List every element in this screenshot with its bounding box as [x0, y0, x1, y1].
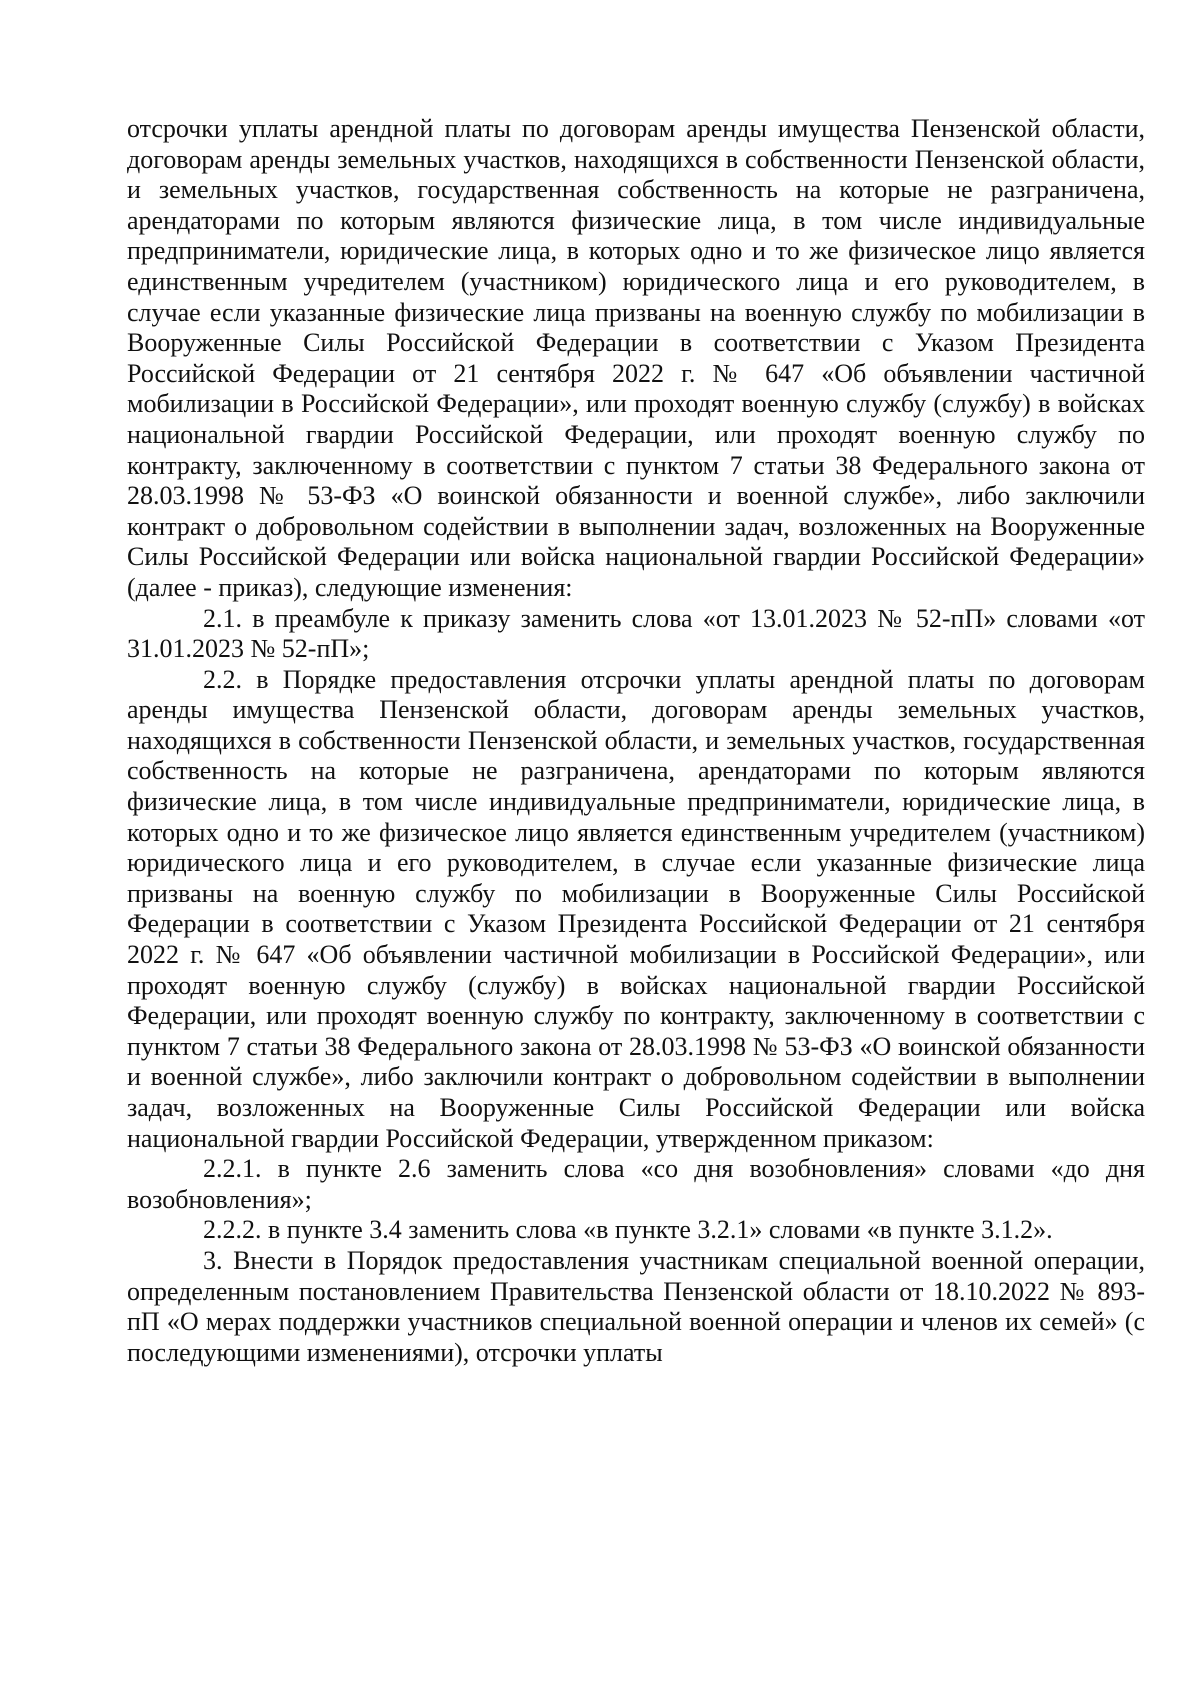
- paragraph-2-2-2: 2.2.2. в пункте 3.4 заменить слова «в пункте 3.2.1» словами «в пункте 3.1.2».: [203, 1215, 1053, 1245]
- paragraph-2-2: 2.2. в Порядке предоставления отсрочки уплаты арендной платы по договорам аренды имущества Пензенской области, договорам аренды земельных участков, находящихся в собственности Пензенской области, и земельных участков, государственная собственность на которые не разграничена, арендаторами по которым являются физические лица, в том числе индивидуальные предприниматели, юридические лица, в которых одно и то же физическое лицо является единственным учредителем (участником) юридического лица и его руководителем, в случае если указанные физические лица призваны на военную службу по мобилизации в Вооруженные Силы Российской Федерации в соответствии с Указом Президента Российской Федерации от 21 сентября 2022 г. № 647 «Об объявлении частичной мобилизации в Российской Федерации», или проходят военную службу (службу) в войсках национальной гвардии Российской Федерации, или проходят военную службу по контракту, заключенному в соответствии с пунктом 7 статьи 38 Федерального закона от 28.03.1998 № 53-ФЗ «О воинской обязанности и военной службе», либо заключили контракт о добровольном содействии в выполнении задач, возложенных на Вооруженные Силы Российской Федерации или войска национальной гвардии Российской Федерации, утвержденном приказом:: [127, 664, 1145, 1153]
- paragraph-2-1: 2.1. в преамбуле к приказу заменить слова «от 13.01.2023 № 52-пП» словами «от 31.01.2023 № 52-пП»;: [127, 603, 1145, 664]
- document-body: [127, 114, 1145, 1368]
- paragraph-continuation: отсрочки уплаты арендной платы по договорам аренды имущества Пензенской области, договорам аренды земельных участков, находящихся в собственности Пензенской области, и земельных участков, государственная собственность на которые не разграничена, арендаторами по которым являются физические лица, в том числе индивидуальные предприниматели, юридические лица, в которых одно и то же физическое лицо является единственным учредителем (участником) юридического лица и его руководителем, в случае если указанные физические лица призваны на военную службу по мобилизации в Вооруженные Силы Российской Федерации в соответствии с Указом Президента Российской Федерации от 21 сентября 2022 г. № 647 «Об объявлении частичной мобилизации в Российской Федерации», или проходят военную службу (службу) в войсках национальной гвардии Российской Федерации, или проходят военную службу по контракту, заключенному в соответствии с пунктом 7 статьи 38 Федерального закона от 28.03.1998 № 53-ФЗ «О воинской обязанности и военной службе», либо заключили контракт о добровольном содействии в выполнении задач, возложенных на Вооруженные Силы Российской Федерации или войска национальной гвардии Российской Федерации» (далее - приказ), следующие изменения:: [127, 114, 1145, 602]
- paragraph-2-2-1: 2.2.1. в пункте 2.6 заменить слова «со дня возобновления» словами «до дня возобновления»;: [127, 1154, 1145, 1214]
- paragraph-3: 3. Внести в Порядок предоставления участникам специальной военной операции, определенным постановлением Правительства Пензенской области от 18.10.2022 № 893-пП «О мерах поддержки участников специальной военной операции и членов их семей» (с последующими изменениями), отсрочки уплаты: [127, 1245, 1145, 1367]
